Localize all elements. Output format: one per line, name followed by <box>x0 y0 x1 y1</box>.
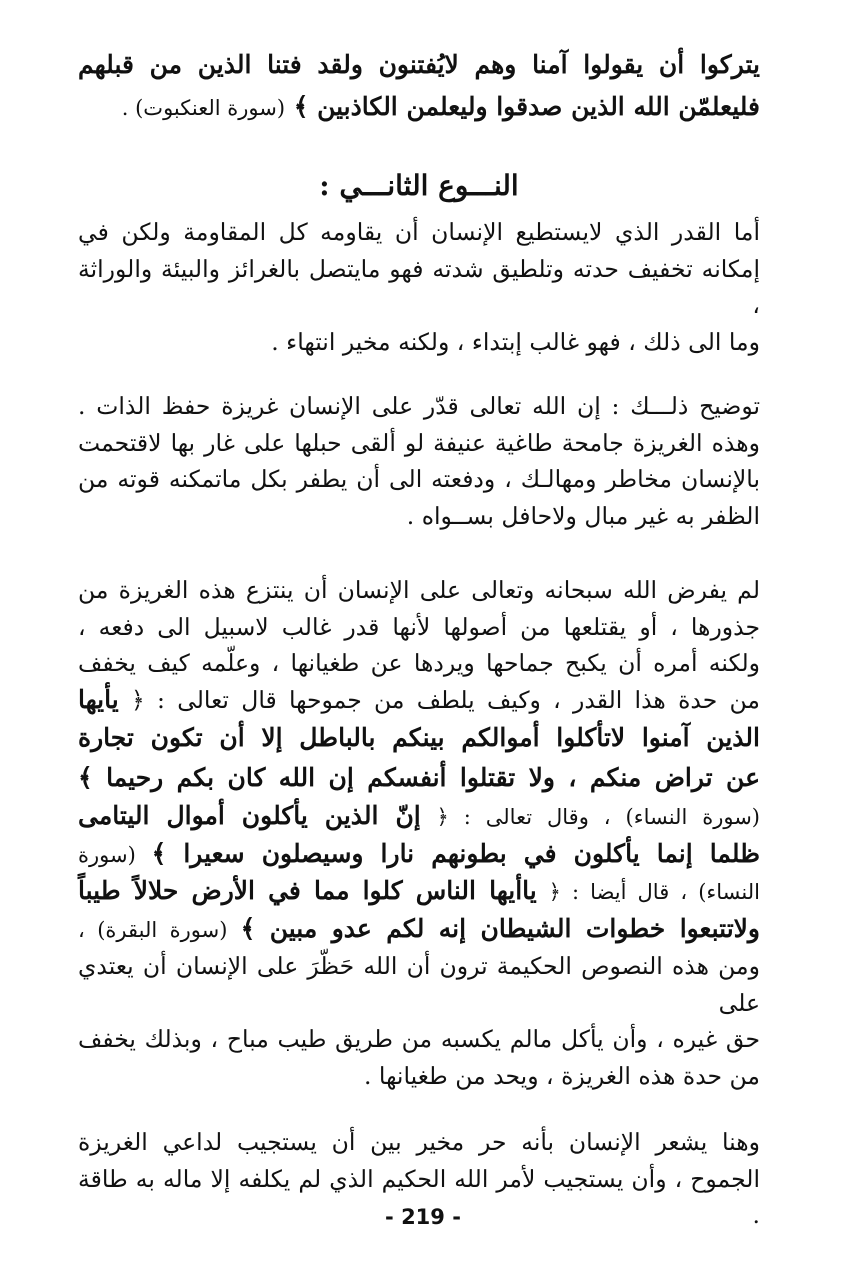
text-line: وما الى ذلك ، فهو غالب إبتداء ، ولكنه مخير انتهاء . <box>271 327 760 356</box>
text-line <box>78 836 760 874</box>
text-line <box>78 911 760 949</box>
quran-text: ولاتتبعوا خطوات الشيطان إنه لكم عدو مبين ﴾ <box>240 913 760 943</box>
quran-text: يأيها <box>78 684 119 714</box>
paragraph <box>78 388 760 534</box>
plain-text: من حدة هذا القدر ، وكيف يلطف من جموحها قال تعالى : ﴿ <box>130 685 760 714</box>
surah-reference: النساء) ، قال أيضا : ﴿ <box>548 880 760 904</box>
surah-reference: (سورة العنكبوت) . <box>121 96 286 120</box>
quran-line: عن تراض منكم ، ولا تقتلوا أنفسكم إن الله كان بكم رحيما ﴾ <box>78 763 760 792</box>
quran-text: ياأيها الناس كلوا مما في الأرض حلالاً طيباً <box>78 876 537 905</box>
text-line: بالإنسان مخاطر ومهالـك ، ودفعته الى أن يطفر بكل ماتمكنه قوته من <box>78 465 760 493</box>
text-line: حق غيره ، وأن يأكل مالم يكسبه من طريق طيب مباح ، وبذلك يخفف <box>78 1025 760 1053</box>
text-line: من حدة هذه الغريزة ، ويحد من طغيانها . <box>363 1061 760 1090</box>
text-line: توضيح ذلـــك : إن الله تعالى قدّر على الإنسان غريزة حفظ الذات . <box>78 392 760 420</box>
text-line <box>78 682 760 719</box>
text-line: أما القدر الذي لايستطيع الإنسان أن يقاومه كل المقاومة ولكن في <box>78 218 760 246</box>
text-line <box>78 873 760 911</box>
page-number: - 219 - <box>385 1205 461 1229</box>
text-line: ومن هذه النصوص الحكيمة ترون أن الله حَظّرَ على الإنسان أن يعتدي على <box>78 952 760 1017</box>
paragraph <box>78 572 760 1094</box>
page-body <box>78 44 760 1234</box>
text-line: جذورها ، أو يقتلعها من أصولها لأنها قدر غالب لاسبيل الى دفعه ، <box>78 612 760 641</box>
text-line: لم يفرض الله سبحانه وتعالى على الإنسان أن ينتزع هذه الغريزة من <box>78 576 760 604</box>
surah-reference: (سورة <box>78 842 136 867</box>
surah-reference: (سورة النساء) ، وقال تعالى : ﴿ <box>436 805 760 829</box>
text-line: إمكانه تخفيف حدته وتلطيق شدته فهو مايتصل بالغرائز والبيئة والوراثة ، <box>78 254 760 319</box>
text-line: الظفر به غير مبال ولاحافل بســواه . <box>406 501 760 530</box>
text-line: ولكنه أمره أن يكبح جماحها ويردها عن طغيانها ، وعلّمه كيف يخفف <box>78 649 760 677</box>
text-line: يتركوا أن يقولوا آمنا وهم لايُفتنون ولقد فتنا الذين من قبلهم <box>78 50 760 79</box>
text-line: وهنا يشعر الإنسان بأنه حر مخير بين أن يستجيب لداعي الغريزة <box>78 1128 760 1156</box>
quran-text: إنّ الذين يأكلون أموال اليتامى <box>78 801 421 830</box>
quran-line: الذين آمنوا لاتأكلوا أموالكم بينكم بالباطل إلا أن تكون تجارة <box>78 723 760 752</box>
top-quote <box>78 44 760 129</box>
text-line: وهذه الغريزة جامحة طاغية عنيفة لو ألقى حبلها على غار بها لاقتحمت <box>78 428 760 457</box>
paragraph <box>78 214 760 360</box>
text-line <box>78 798 760 836</box>
section-heading: النـــوع الثانـــي : <box>319 169 519 202</box>
text-line <box>78 86 760 129</box>
quran-text: ظلما إنما يأكلون في بطونهم نارا وسيصلون سعيرا ﴾ <box>151 838 760 868</box>
surah-reference: (سورة البقرة) ، <box>78 917 228 942</box>
quran-text: فليعلمّن الله الذين صدقوا وليعلمن الكاذبين ﴾ <box>293 92 760 121</box>
text-line: الجموح ، وأن يستجيب لأمر الله الحكيم الذي لم يكلفه إلا ماله به طاقة . <box>78 1164 760 1229</box>
